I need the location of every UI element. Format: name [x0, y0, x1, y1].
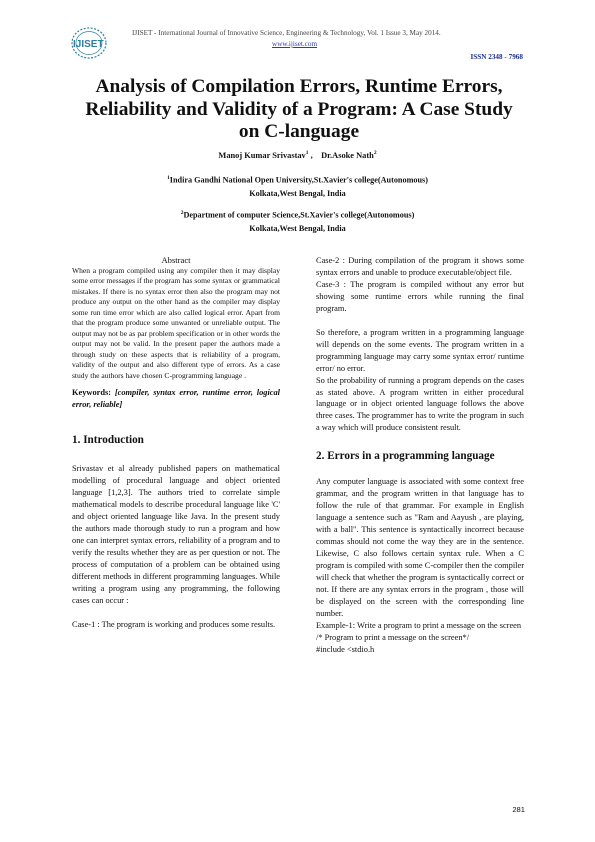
journal-logo [70, 26, 116, 60]
affiliation-1-line-1: Indira Gandhi National Open University,St.Xavier's college(Autonomous) [169, 175, 428, 185]
body-paragraph-1: So therefore, a program written in a programming language will depends on the some events. The program written in a programming language may carry some syntax error/ runtime error/ no error. [316, 327, 524, 373]
affiliation-1 [0, 172, 595, 201]
affiliation-2-line-2: Kolkata,West Bengal, India [249, 224, 346, 234]
affiliation-2-sup: 2 [180, 210, 184, 216]
abstract-text: When a program compiled using any compiler then it may display some error messages if the program has some syntax or grammatical mistakes. If there is no syntax error then also the program may not produce any output on the other hand as the compiler may display some run time error which are also called logical error. Apart from that the program produce some unwanted or unreliable output. The output may not be as par problem specification or in other words the output may not be valid. In the present paper the authors made a through study on these aspects that is reliability of a program, validity of the output and also different type of errors. As a case study the authors have chosen C-programming language . [72, 266, 280, 380]
journal-citation: IJISET - International Journal of Innovative Science, Engineering & Technology, Vol. 1 Issue 3, May 2014. [132, 29, 441, 37]
section-1-heading: 1. Introduction [72, 434, 144, 447]
keywords [72, 387, 280, 410]
affiliation-2-line-1: Department of computer Science,St.Xavier's college(Autonomous) [183, 210, 415, 220]
section-2-paragraph: Any computer language is associated with some context free grammar, and the program written in that language has to follow the rule of that grammar. For example in English language a sentence such as "Ram and Aayush , are playing, with a ball". This sentence is syntactically incorrect because commas should not come the way they are in the sentence. Likewise, C also follows certain syntax rule. When a C program is compiled with some C-compiler then the compiler will check that whether the program is syntactically correct or not. If there are any syntax errors in the program , those will be displayed on the screen with the corresponding line number. [316, 477, 524, 618]
body-paragraph-2: So the probability of running a program depends on the cases as stated above. A program written in either procedural language or in object oriented language follows the above three cases. The programmer has to write the program in such a way which will produce consistent result. [316, 375, 524, 433]
affiliation-1-sup: 1 [167, 175, 170, 181]
title-line-2: Reliability and Validity of a Program: A Case Study [85, 98, 513, 120]
issn-label: ISSN 2348 - 7968 [470, 53, 523, 61]
affiliation-1-line-2: Kolkata,West Bengal, India [249, 189, 346, 199]
author-separator: , [308, 150, 313, 160]
page-number: 281 [512, 805, 525, 814]
affiliation-2 [0, 207, 595, 236]
code-line-2: #include <stdio.h [316, 644, 375, 654]
abstract-heading: Abstract [161, 255, 191, 265]
keywords-label: Keywords: [72, 387, 112, 397]
author-1: Manoj Kumar Srivastav [218, 150, 306, 160]
section-1-paragraph: Srivastav et al already published papers on mathematical modelling of procedural language and object oriented language [1,2,3]. The authors tried to correlate simple mathematical models to describe procedural language like 'C' and object oriented language like Java. In the present study the authors made thorough study to run a program and how one can interpret syntax errors, reliability of a program and to verify the results whether they are as per question or not. The process of computation of a problem can be obtained using different methods in different programming languages. While writing a program using any programming, the following cases can occur : [72, 464, 280, 605]
paper-title [60, 76, 538, 144]
left-column [72, 255, 280, 631]
example-1-text: Example-1: Write a program to print a message on the screen [316, 620, 522, 630]
logo-text: IJISET [73, 39, 104, 50]
title-line-3: on C-language [238, 121, 360, 142]
title-line-1: Analysis of Compilation Errors, Runtime Errors, [95, 76, 503, 97]
author-1-sup: 1 [305, 150, 309, 156]
case-1-text: Case-1 : The program is working and produces some results. [72, 619, 276, 629]
section-2-heading: 2. Errors in a programming language [316, 450, 495, 463]
case-2-text: Case-2 : During compilation of the program it shows some syntax errors and unable to produce executable/object file. [316, 256, 524, 277]
keywords-list: [compiler, syntax error, runtime error, logical error, reliable] [72, 387, 280, 409]
case-3-text: Case-3 : The program is compiled without any error but showing some runtime errors while running the final program. [316, 279, 524, 313]
author-2-sup: 2 [373, 150, 377, 156]
author-line [0, 150, 595, 160]
journal-url-link[interactable]: www.ijiset.com [272, 40, 318, 48]
author-2: Dr.Asoke Nath [321, 150, 374, 160]
code-line-1: /* Program to print a message on the screen*/ [316, 632, 470, 642]
right-column [316, 255, 524, 656]
